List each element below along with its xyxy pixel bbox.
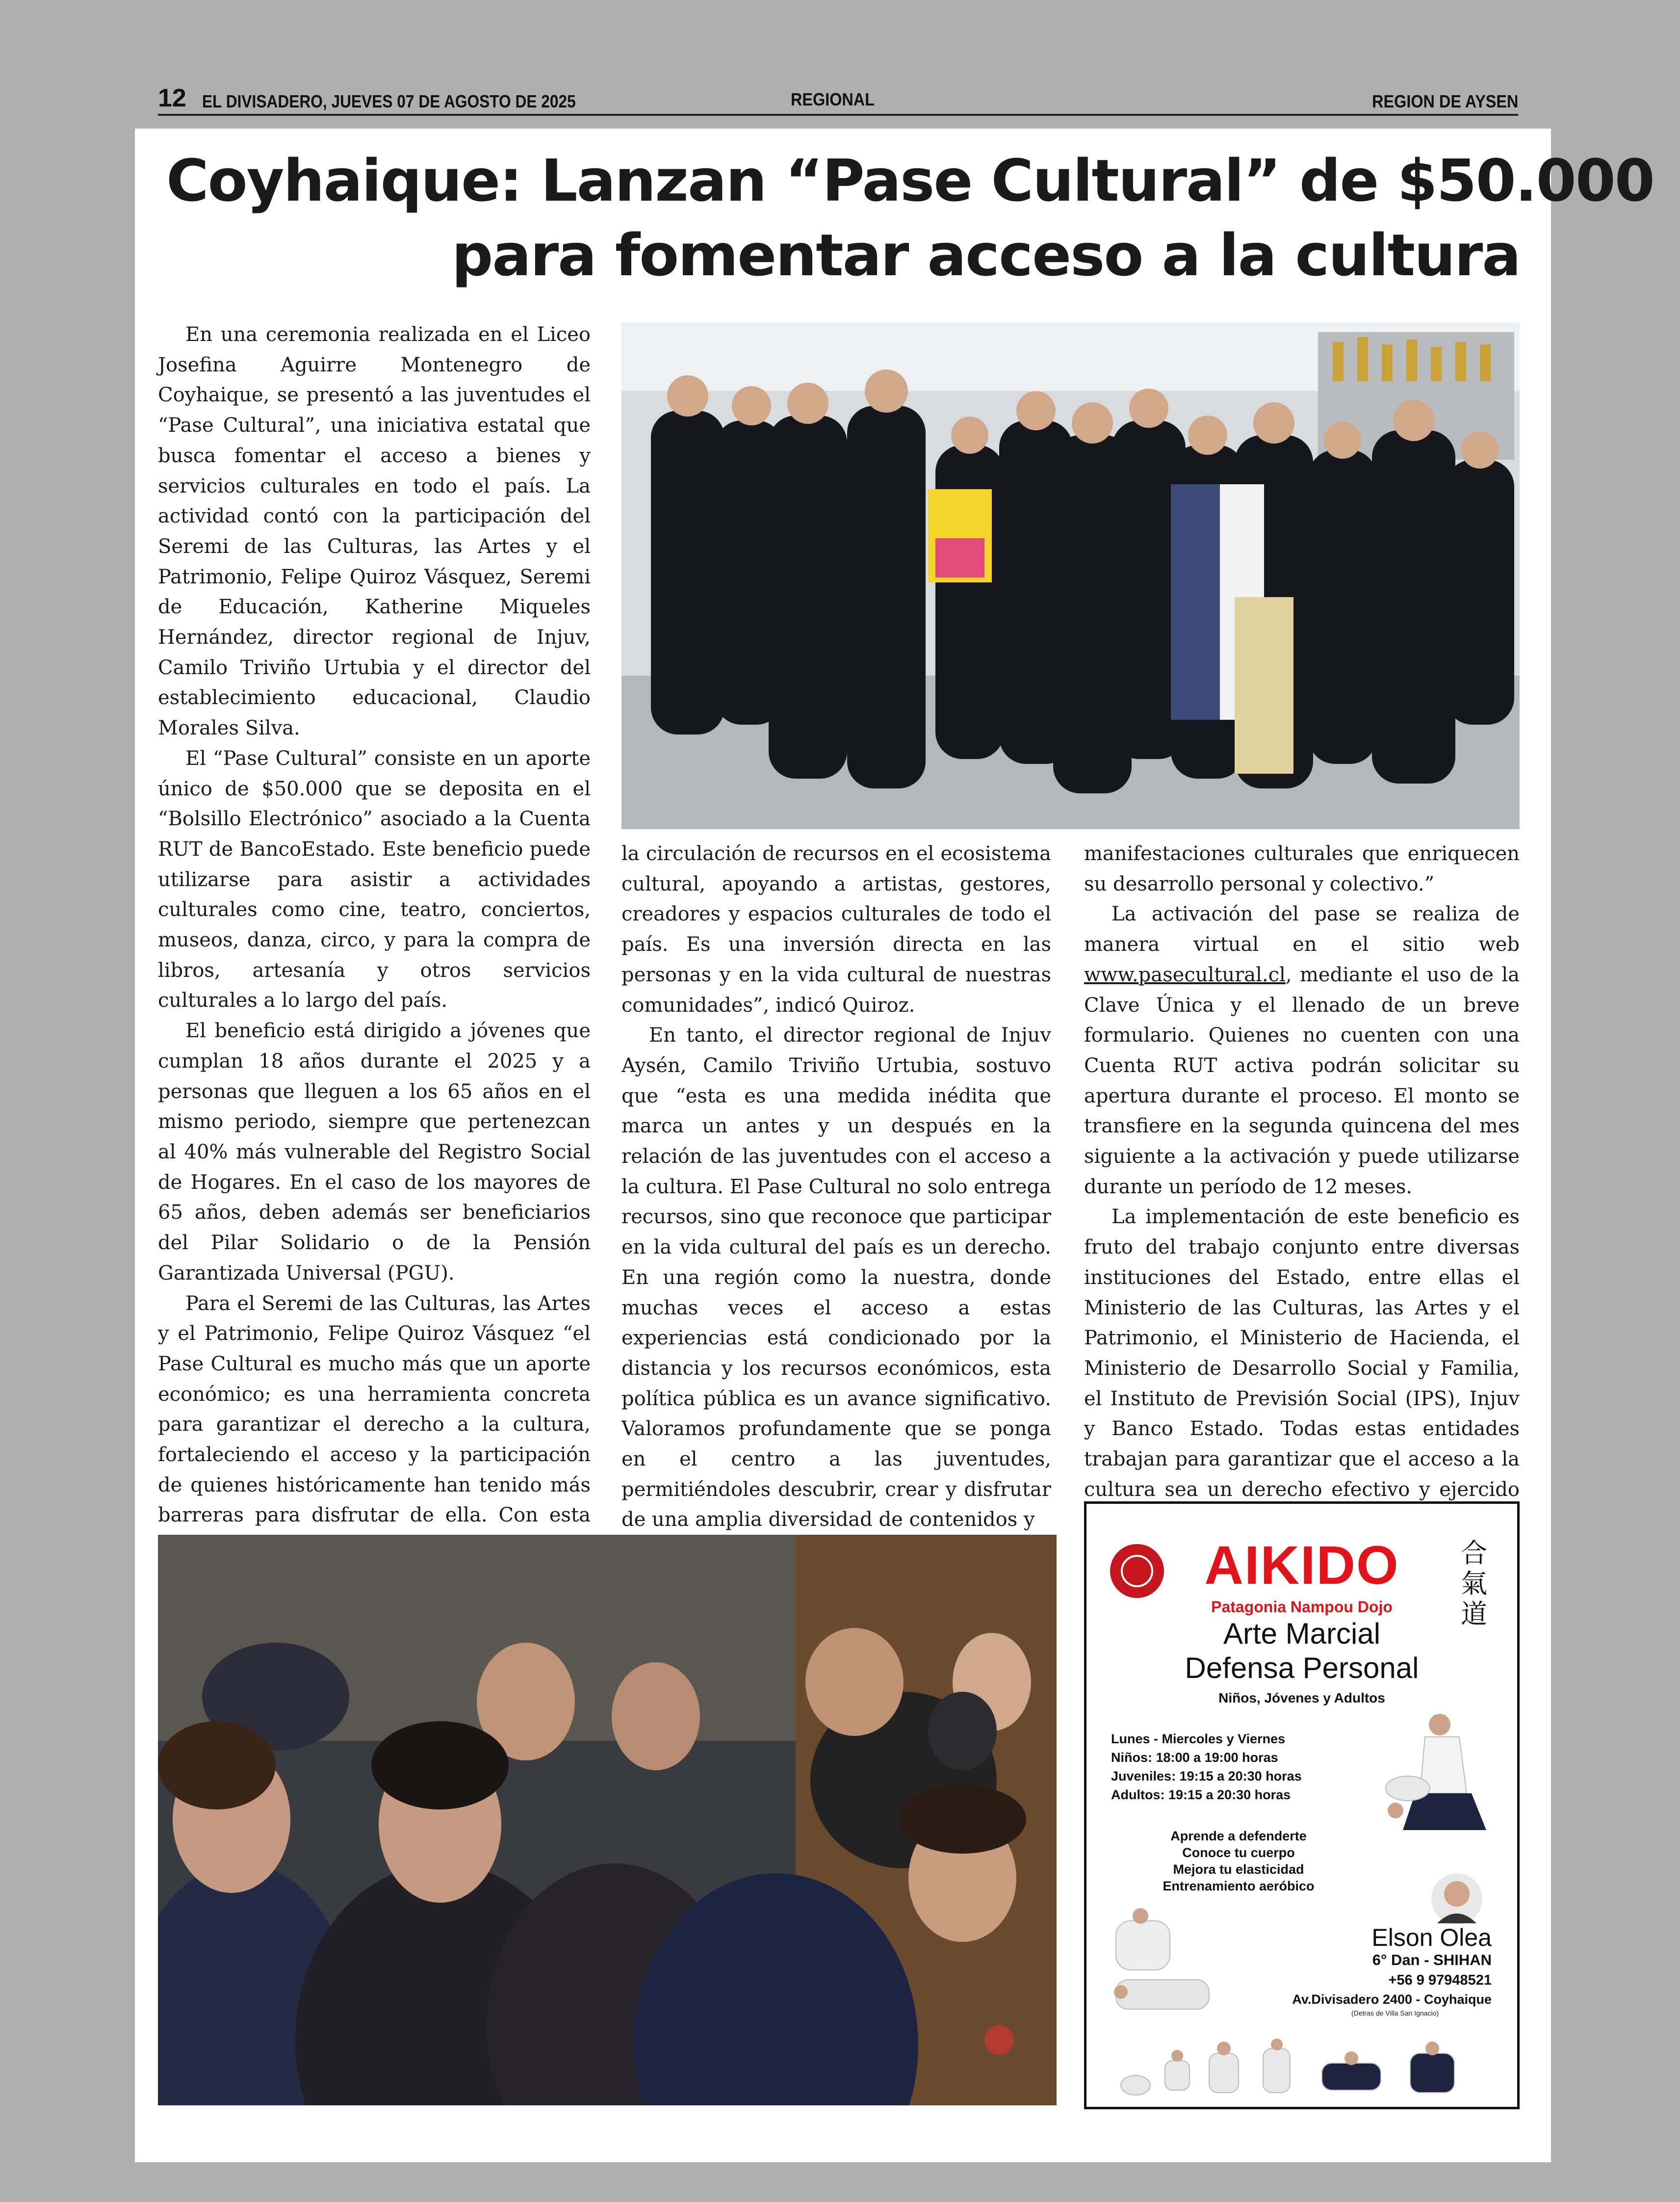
paragraph: En tanto, el director regional de Injuv Aysén, Camilo Triviño Urtubia, sostuvo que “esta es una medida inédita que marca un antes y un después en la relación de las juventudes con el acceso a la cultura. El Pase Cultural no solo entrega recursos, sino que reconoce que participar en la vida cultural del país es un derecho. En una región como la nuestra, donde muchas veces el acceso a estas experiencias está condicionado por la distancia y los recursos económicos, esta política pública es un avance significativo. Valoramos profundamente que se ponga en el centro a las juventudes, permitiéndoles descubrir, crear y disfrutar de una amplia diversidad de contenidos y <box>621 1024 1051 1531</box>
region-label: REGION DE AYSEN <box>1371 91 1518 111</box>
headline-line-2: para fomentar acceso a la cultura <box>451 221 1520 289</box>
article-column-2 <box>621 839 1051 1535</box>
ad-schedule: Lunes - Miercoles y Viernes Niños: 18:00 a 19:00 horas Juveniles: 19:15 a 20:30 horas Adultos: 19:15 a 20:30 horas <box>1111 1731 1302 1802</box>
headline <box>166 143 1654 292</box>
students-photo <box>158 1535 1057 2105</box>
paragraph: En una ceremonia realizada en el Liceo Josefina Aguirre Montenegro de Coyhaique, se presentó a las juventudes el “Pase Cultural”, una iniciativa estatal que busca fomentar el acceso a bienes y servicios culturales en todo el país. La actividad contó con la participación del Seremi de las Culturas, las Artes y el Patrimonio, Felipe Quiroz Vásquez, Seremi de Educación, Katherine Miqueles Hernández, director regional de Injuv, Camilo Triviño Urtubia y el director del establecimiento educacional, Claudio Morales Silva. <box>158 323 591 740</box>
instructor-rank: 6° Dan - SHIHAN <box>1372 1951 1492 1968</box>
ad-audience: Niños, Jóvenes y Adultos <box>1218 1690 1385 1705</box>
ad-benefits: Aprende a defenderte Conoce tu cuerpo Mejora tu elasticidad Entrenamiento aeróbico <box>1163 1829 1315 1893</box>
group-photo-illustration <box>621 322 1520 829</box>
training-pair-icon <box>1106 1906 1219 2019</box>
paragraph: Para el Seremi de las Culturas, las Artes y el Patrimonio, Felipe Quiroz Vásquez “el Pase Cultural es mucho más que un aporte económico; es una herramienta concreta para garantizar el derecho a la cultura, fortaleciendo el acceso y la participación de quienes históricamente han tenido más barreras para disfrutar de ella. Con esta <box>158 1292 591 1527</box>
section-label: REGIONAL <box>791 89 875 109</box>
ad-headline: Arte Marcial Defensa Personal <box>1185 1617 1419 1684</box>
page-header <box>158 83 1518 116</box>
headline-line-1: Coyhaique: Lanzan “Pase Cultural” de $50.000 <box>166 147 1654 214</box>
ad-phone: +56 9 97948521 <box>1388 1972 1492 1988</box>
students-photo-illustration <box>158 1535 1057 2105</box>
paragraph: manifestaciones culturales que enriquecen su desarrollo personal y colectivo.” <box>1084 842 1520 895</box>
paragraph: El “Pase Cultural” consiste en un aporte único de $50.000 que se deposita en el “Bolsillo Electrónico” asociado a la Cuenta RUT de BancoEstado. Este beneficio puede utilizarse para asistir a actividades culturales como cine, teatro, conciertos, museos, danza, circo, y para la compra de libros, artesanía y otros servicios culturales a lo largo del país. <box>158 747 591 1012</box>
ad-address-note: (Detras de Villa San Ignacio) <box>1351 2009 1439 2017</box>
paragraph: La activación del pase se realiza de manera virtual en el sitio web www.pasecultural.cl, mediante el uso de la Clave Única y el llenado de un breve formulario. Quienes no cuenten con una Cuenta RUT activa podrán solicitar su apertura durante el proceso. El monto se transfiere en la segunda quincena del mes siguiente a la activación y puede utilizarse durante un período de 12 meses. <box>1084 903 1520 1198</box>
publication-date: EL DIVISADERO, JUEVES 07 DE AGOSTO DE 2025 <box>202 91 576 111</box>
ad-title: AIKIDO <box>1204 1535 1399 1596</box>
headline-bold: “Pase Cultural” <box>785 147 1280 214</box>
article-column-1 <box>158 320 591 1712</box>
pasecultural-link[interactable]: www.pasecultural.cl <box>1084 963 1286 986</box>
martial-artist-icon <box>1381 1710 1494 1833</box>
page-number: 12 <box>158 84 186 112</box>
ad-address: Av.Divisadero 2400 - Coyhaique <box>1292 1992 1492 2007</box>
ad-subtitle: Patagonia Nampou Dojo <box>1211 1598 1393 1616</box>
aikido-ad <box>1084 1501 1520 2109</box>
ad-kanji: 合氣道 <box>1461 1538 1487 1629</box>
group-photo <box>621 322 1520 829</box>
paragraph: la circulación de recursos en el ecosistema cultural, apoyando a artistas, gestores, creadores y espacios culturales de todo el país. Es una inversión directa en las personas y en la vida cultural de nuestras comunidades”, indicó Quiroz. <box>621 842 1051 1017</box>
instructor-name: Elson Olea <box>1371 1924 1492 1951</box>
kids-silhouettes-icon <box>1116 2039 1489 2097</box>
paragraph: La implementación de este beneficio es fruto del trabajo conjunto entre diversas instituciones del Estado, entre ellas el Ministerio de las Culturas, las Artes y el Patrimonio, el Ministerio de Hacienda, el Ministerio de Desarrollo Social y Familia, el Instituto de Previsión Social (IPS), Injuv y Banco Estado. Todas estas entidades trabajan para garantizar que el acceso a la cultura sea un derecho efectivo y ejercido <box>1084 1206 1520 1501</box>
instructor-avatar <box>1430 1872 1484 1926</box>
paragraph: El beneficio está dirigido a jóvenes que cumplan 18 años durante el 2025 y a personas que lleguen a los 65 años en el mismo periodo, siempre que pertenezcan al 40% más vulnerable del Registro Social de Hogares. En el caso de los mayores de 65 años, deben además ser beneficiarios del Pilar Solidario o de la Pensión Garantizada Universal (PGU). <box>158 1020 591 1284</box>
page-sheet <box>135 129 1654 2162</box>
article-column-3 <box>1084 839 1520 1535</box>
